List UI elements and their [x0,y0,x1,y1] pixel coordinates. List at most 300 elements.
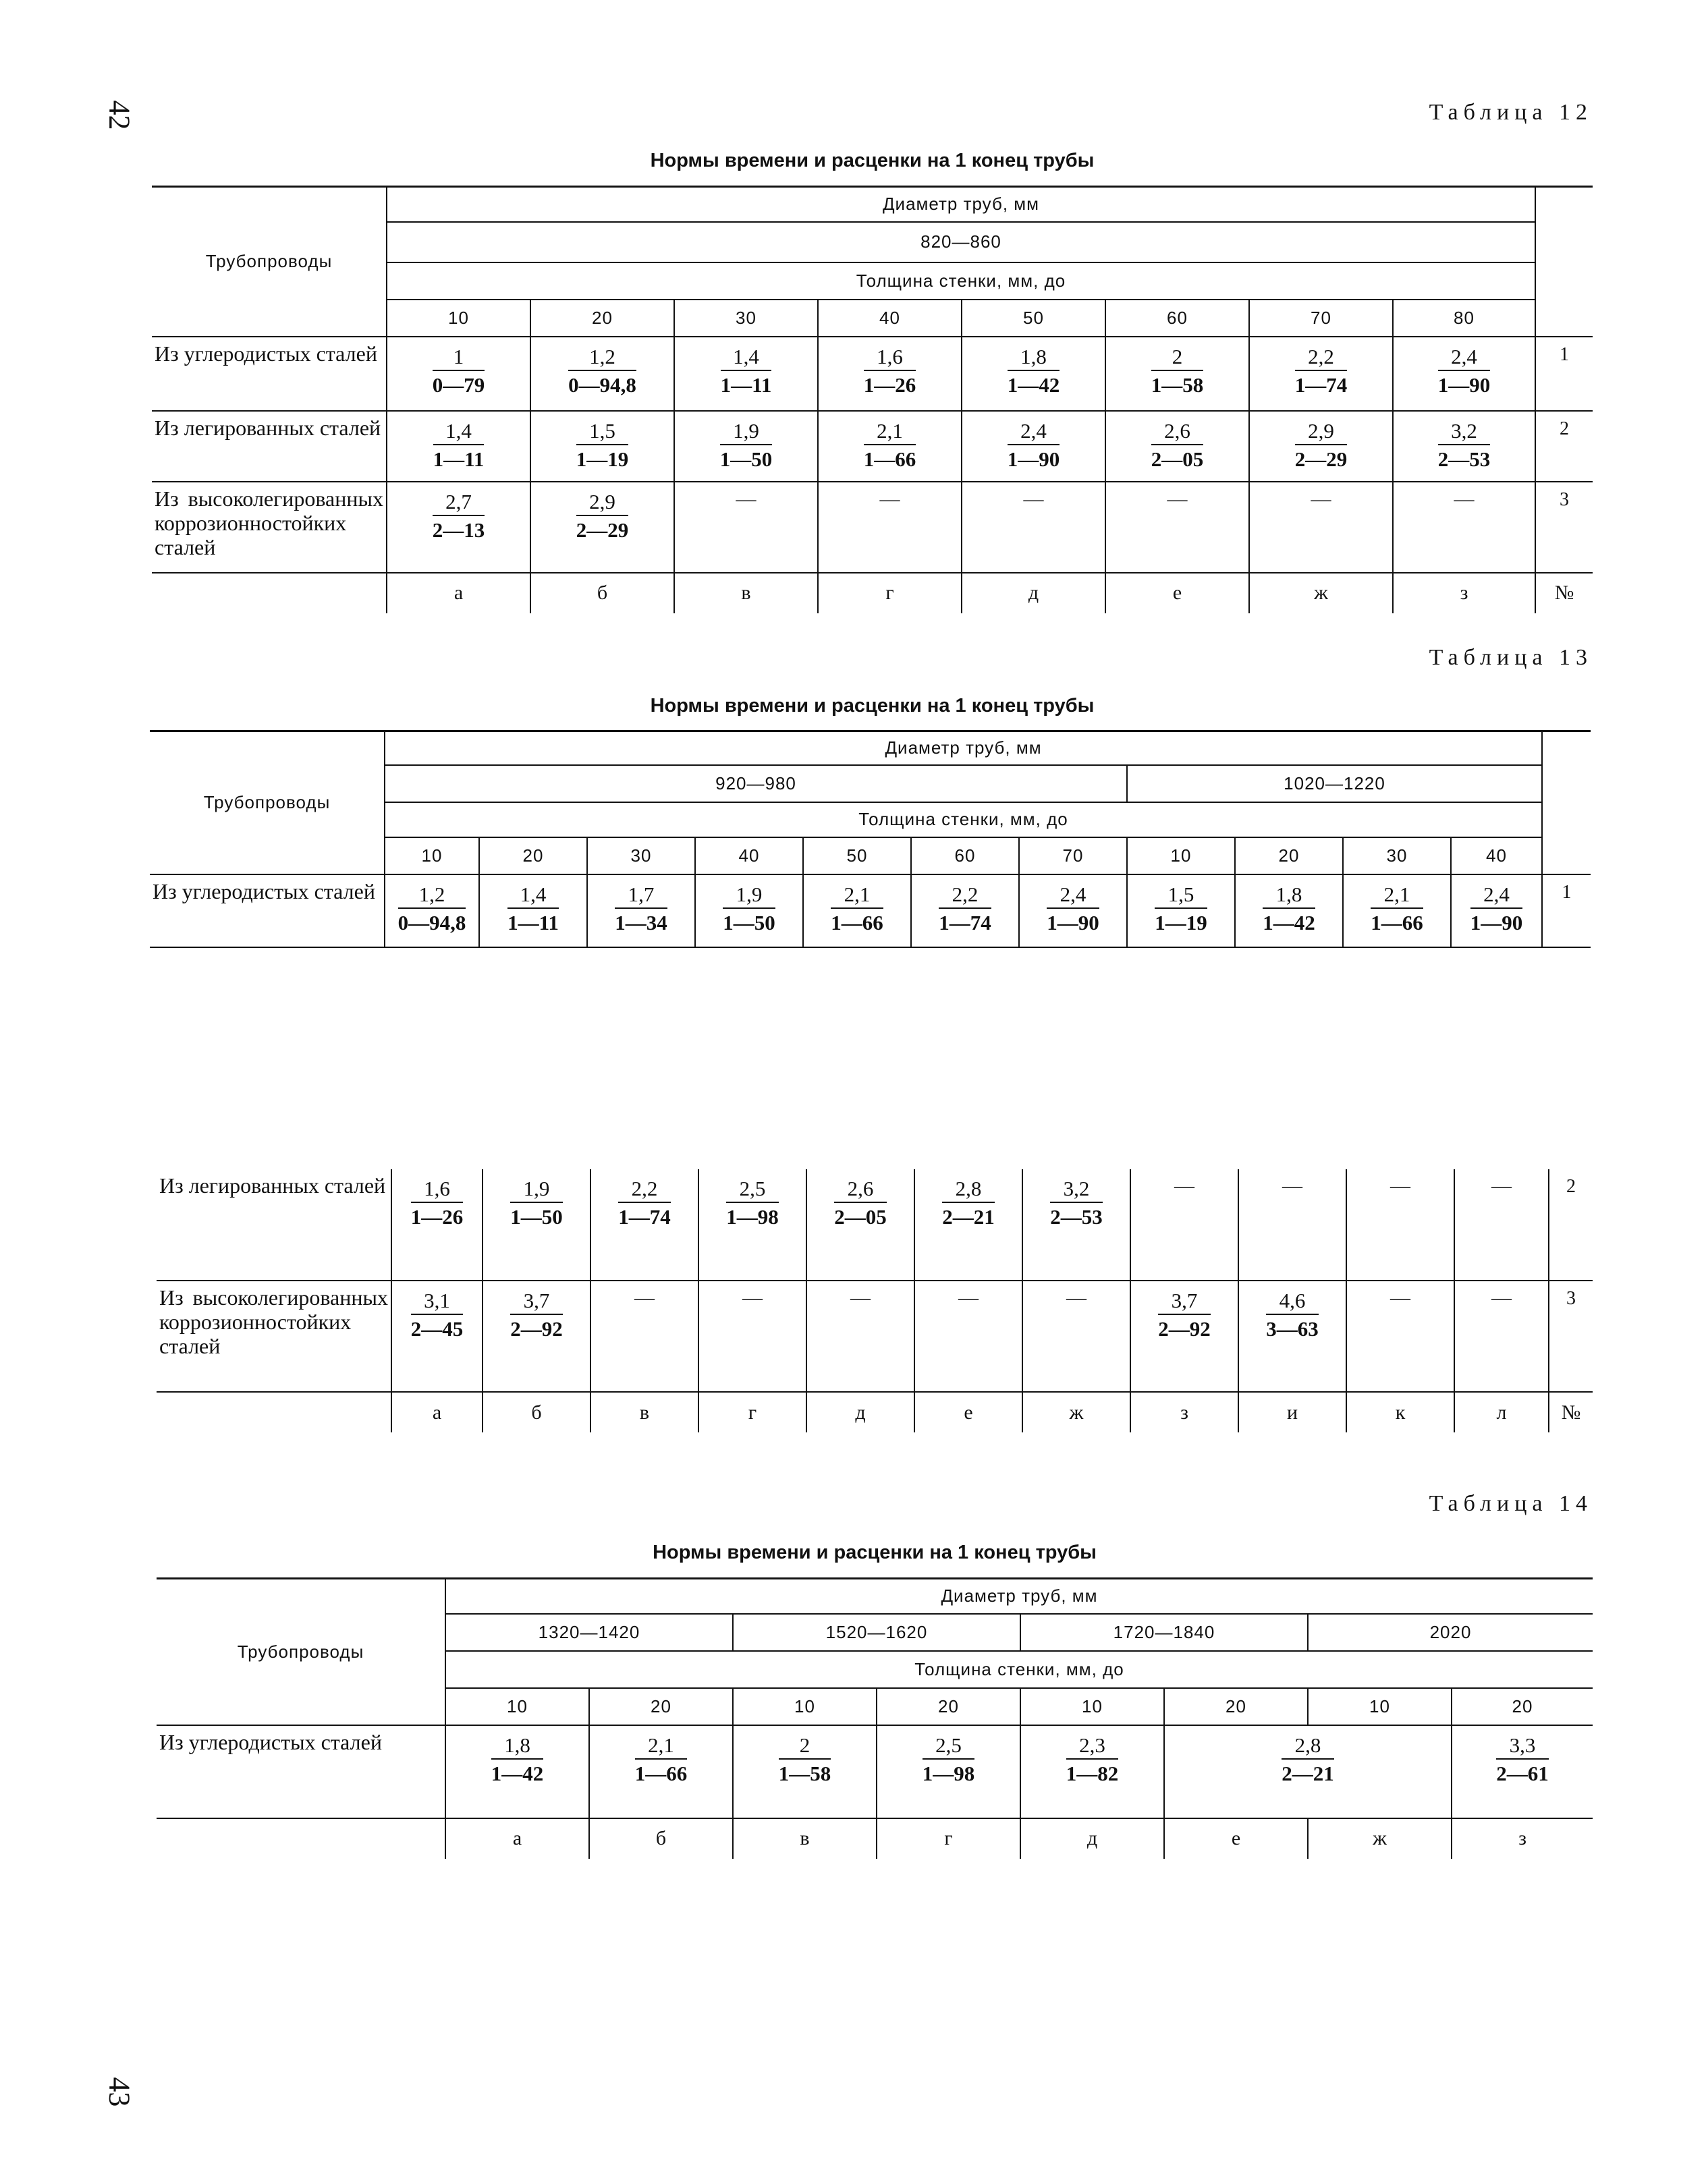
table12-cell-r3-з: — [1393,482,1535,573]
table13-cell-r2-д [806,1169,914,1281]
table12-cell-r1-б-fraction [568,344,636,398]
table14-col-letter-6: е [1164,1818,1308,1859]
table14-cell-е [1164,1725,1452,1818]
table13-cell-r1-г [695,874,803,947]
table14-thickness-5: 10 [1020,1688,1164,1725]
table14-diam-range-1: 1320—1420 [445,1614,733,1651]
table12-thickness-8: 80 [1393,300,1535,337]
table14-cell-з-fraction [1496,1733,1549,1787]
table12-cell-r1-д-norm: 1,8 [1008,344,1060,371]
table13-cell-r1-д [803,874,911,947]
table12-cell-r3-б-norm: 2,9 [576,489,629,516]
table14-thick-head: Толщина стенки, мм, до [445,1651,1593,1688]
table13-cell-r3-в: — [590,1281,698,1392]
table13-cell-r2-е-norm: 2,8 [942,1176,995,1203]
table13-cell-r1-ж-norm: 2,4 [1047,882,1099,909]
table13-label: Таблица 13 [1429,645,1593,670]
table12-cell-r1-е-norm: 2 [1151,344,1204,371]
table14-thickness-1: 10 [445,1688,589,1725]
table12-cell-r1-г-rate: 1—26 [863,372,916,397]
table13-cell-r3-л: — [1454,1281,1549,1392]
table12-cell-r3-а-rate: 2—13 [432,517,485,542]
table14-cell-г [877,1725,1020,1818]
table14-cell-б-norm: 2,1 [635,1733,688,1760]
table12-cell-r2-б [530,411,674,482]
table14-title: Нормы времени и расценки на 1 конец трубы [653,1542,1097,1563]
table12-thickness-4: 40 [818,300,962,337]
table13-cell-r1-а [385,874,479,947]
table13-row-label-3: Из высоколегированных коррозионностойких сталей [159,1285,388,1358]
table13-cell-r2-г [698,1169,806,1281]
table12-cell-r1-а-fraction [433,344,485,398]
table13-cell-r1-а-fraction [398,882,466,936]
table14-cell-а-rate: 1—42 [491,1761,544,1785]
table12-cell-r2-з [1393,411,1535,482]
table13-cell-r1-з-rate: 1—19 [1155,910,1207,934]
table13-cell-r1-к-norm: 2,1 [1371,882,1423,909]
table14-cell-д-norm: 2,3 [1066,1733,1119,1760]
table14-cell-в [733,1725,877,1818]
table12-cell-r2-д-fraction [1008,418,1060,472]
table14-col-letter-4: г [877,1818,1020,1859]
table13-col-letter-2: б [483,1392,590,1432]
table14-cell-б-rate: 1—66 [634,1761,688,1785]
table14-cell-г-fraction [923,1733,975,1787]
table12-col-head: Трубопроводы [152,187,387,337]
table13-cell-r1-г-rate: 1—50 [723,910,775,934]
table14-letters-blank [157,1818,445,1859]
table12-cell-r1-г [818,337,962,411]
table14-cell-г-norm: 2,5 [923,1733,975,1760]
table12-cell-r2-ж-fraction [1295,418,1348,472]
table13-col-letter-3: в [590,1392,698,1432]
table12-cell-r2-ж-rate: 2—29 [1294,447,1348,471]
table13-cell-r3-б [483,1281,590,1392]
table14-cell-з-norm: 3,3 [1496,1733,1549,1760]
table13-cell-r2-а-norm: 1,6 [411,1176,464,1203]
table12-cell-r3-а [387,482,530,573]
table13-cell-r1-а-norm: 1,2 [398,882,466,909]
table13-thickness-8: 10 [1127,837,1235,874]
table12-col-letter-5: д [962,573,1105,613]
table12-cell-r2-а-norm: 1,4 [433,418,485,445]
table14-cell-е-fraction [1282,1733,1334,1787]
table13-cell-r1-г-norm: 1,9 [723,882,775,909]
table12-cell-r1-д-rate: 1—42 [1007,372,1060,397]
table12-cell-r2-г-rate: 1—66 [863,447,916,471]
table13-col-letter-10: к [1346,1392,1454,1432]
table12-cell-r1-з-rate: 1—90 [1437,372,1491,397]
table13-cell-r2-б-fraction [510,1176,563,1230]
table13-thick-head: Толщина стенки, мм, до [385,802,1542,837]
table12-cell-r1-д-fraction [1008,344,1060,398]
table13-diam-range-2: 1020—1220 [1127,765,1542,802]
table13-cell-r2-в [590,1169,698,1281]
table13-cell-r1-л [1451,874,1542,947]
table13-cell-r3-ж: — [1022,1281,1130,1392]
table12-cell-r2-ж-norm: 2,9 [1295,418,1348,445]
table13-row-number-2: 2 [1566,1176,1576,1197]
table12-cell-r2-в-rate: 1—50 [719,447,773,471]
table12-row-number-1: 1 [1560,343,1569,365]
table12-cell-r1-в-rate: 1—11 [720,372,772,397]
table13-cell-r2-а-fraction [411,1176,464,1230]
table12-no-sign: № [1535,573,1593,613]
table12-cell-r3-б-fraction [576,489,629,543]
table14-col-letter-5: д [1020,1818,1164,1859]
table13-thickness-11: 40 [1451,837,1542,874]
table14-thickness-8: 20 [1452,1688,1593,1725]
table12-cell-r3-б-rate: 2—29 [576,517,629,542]
table12-cell-r1-б-rate: 0—94,8 [568,372,636,397]
table13-cell-r1-и-rate: 1—42 [1263,910,1315,934]
table13-thickness-2: 20 [479,837,587,874]
table13-cell-r2-д-norm: 2,6 [834,1176,887,1203]
page-number-top: 42 [103,100,136,130]
table13-col-letter-7: ж [1022,1392,1130,1432]
table14-col-letter-3: в [733,1818,877,1859]
table12-cell-r2-з-norm: 3,2 [1438,418,1491,445]
table12-cell-r3-е: — [1105,482,1249,573]
table13-col-letter-6: е [914,1392,1022,1432]
table12-cell-r1-ж [1249,337,1393,411]
table13-cell-r3-а [391,1281,483,1392]
table13-cell-r1-ж [1019,874,1127,947]
table13-thickness-7: 70 [1019,837,1127,874]
table14-cell-д [1020,1725,1164,1818]
table14-row-label-1: Из углеродистых сталей [159,1729,382,1754]
table14-cell-е-rate: 2—21 [1282,1761,1334,1785]
table14-col-letter-1: а [445,1818,589,1859]
table12-cell-r2-г-norm: 2,1 [864,418,916,445]
table13-cell-r3-и [1238,1281,1346,1392]
table13-cell-r2-ж-norm: 3,2 [1050,1176,1103,1203]
table13-cell-r2-е-fraction [942,1176,995,1230]
table12-title: Нормы времени и расценки на 1 конец трубы [650,150,1095,171]
table12-cell-r1-е-fraction [1151,344,1204,398]
table12-cell-r3-г: — [818,482,962,573]
table13-cell-r3-и-norm: 4,6 [1266,1288,1319,1315]
table13-cell-r3-а-norm: 3,1 [411,1288,464,1315]
table13-thickness-5: 50 [803,837,911,874]
table13-cell-r1-в-fraction [615,882,667,936]
table12-cell-r1-е [1105,337,1249,411]
table13-cell-r2-б-rate: 1—50 [510,1205,563,1229]
table13-cell-r1-к-rate: 1—66 [1371,910,1423,934]
table13-cell-r1-б-fraction [507,882,559,936]
table12-cell-r3-а-fraction [433,489,485,543]
table13-cell-r1-и-fraction [1263,882,1315,936]
table12-cell-r1-з-fraction [1438,344,1491,398]
table12-cell-r1-ж-norm: 2,2 [1295,344,1348,371]
table14-cell-б-fraction [635,1733,688,1787]
table13-cell-r1-е-fraction [939,882,991,936]
table13-cell-r1-ж-rate: 1—90 [1047,910,1099,934]
table13-row-label-1: Из углеродистых сталей [153,878,375,903]
table12-cell-r1-б-norm: 1,2 [568,344,636,371]
table13-cell-r1-к [1343,874,1451,947]
table13-cell-r2-д-fraction [834,1176,887,1230]
table13-cell-r2-к: — [1346,1169,1454,1281]
table13-part1 [150,730,1591,948]
table12-cell-r2-з-rate: 2—53 [1437,447,1491,471]
table13-cell-r2-в-fraction [618,1176,671,1230]
table13-cell-r2-е [914,1169,1022,1281]
table12-row-number-3: 3 [1560,488,1569,510]
table13-cell-r3-д: — [806,1281,914,1392]
table12-col-letter-6: е [1105,573,1249,613]
table14-cell-д-fraction [1066,1733,1119,1787]
table13-cell-r2-ж [1022,1169,1130,1281]
table13-col-head: Трубопроводы [203,792,331,813]
table13-cell-r3-и-fraction [1266,1288,1319,1342]
table12-cell-r3-б [530,482,674,573]
table12-cell-r2-в [674,411,818,482]
table12-row-number-2: 2 [1560,418,1569,439]
table13-cell-r2-ж-fraction [1050,1176,1103,1230]
table14-diam-range-4: 2020 [1308,1614,1593,1651]
table13-cell-r3-е: — [914,1281,1022,1392]
table13-thickness-3: 30 [587,837,695,874]
table13-letters-blank [157,1392,391,1432]
table14-col-letter-7: ж [1308,1818,1452,1859]
table13-cell-r1-е-norm: 2,2 [939,882,991,909]
table12-col-letter-4: г [818,573,962,613]
table13-cell-r3-з-fraction [1158,1288,1211,1342]
table12-thickness-2: 20 [530,300,674,337]
table12-cell-r2-в-fraction [720,418,773,472]
table13-row-number-1: 1 [1562,881,1572,903]
table13-cell-r2-б-norm: 1,9 [510,1176,563,1203]
table14-cell-д-rate: 1—82 [1066,1761,1119,1785]
table12-cell-r3-а-norm: 2,7 [433,489,485,516]
table12-cell-r2-а [387,411,530,482]
table12-cell-r2-д [962,411,1105,482]
table14-thickness-4: 20 [877,1688,1020,1725]
table13-cell-r2-з: — [1130,1169,1238,1281]
table13-cell-r3-г: — [698,1281,806,1392]
table13-part2 [157,1169,1593,1432]
table13-cell-r1-з-fraction [1155,882,1207,936]
table13-cell-r1-л-fraction [1470,882,1523,936]
table12-cell-r2-е-norm: 2,6 [1151,418,1204,445]
table13-cell-r2-е-rate: 2—21 [942,1205,995,1229]
table12-cell-r1-е-rate: 1—58 [1151,372,1204,397]
table14-col-letter-2: б [589,1818,733,1859]
table12-diam-range: 820—860 [387,222,1535,262]
table12-cell-r2-а-fraction [433,418,485,472]
table12-thickness-3: 30 [674,300,818,337]
table13-cell-r1-з-norm: 1,5 [1155,882,1207,909]
table13-thickness-9: 20 [1235,837,1343,874]
table12-cell-r1-д [962,337,1105,411]
table12-thickness-7: 70 [1249,300,1393,337]
table14-cell-в-fraction [779,1733,831,1787]
table12-cell-r2-в-norm: 1,9 [720,418,773,445]
table12-col-letter-2: б [530,573,674,613]
table12-cell-r2-б-norm: 1,5 [576,418,629,445]
table13-cell-r2-и: — [1238,1169,1346,1281]
table14-cell-з [1452,1725,1593,1818]
table13-col-letter-9: и [1238,1392,1346,1432]
table14-diam-head: Диаметр труб, мм [445,1579,1593,1614]
table12-cell-r1-г-norm: 1,6 [864,344,916,371]
table14-cell-е-norm: 2,8 [1282,1733,1334,1760]
table13-col-letter-4: г [698,1392,806,1432]
table13-col-letter-1: а [391,1392,483,1432]
table13-cell-r2-ж-rate: 2—53 [1050,1205,1103,1229]
table14-cell-з-rate: 2—61 [1496,1761,1549,1785]
table12-cell-r3-д: — [962,482,1105,573]
table13-cell-r1-е-rate: 1—74 [939,910,991,934]
table14-thickness-6: 20 [1164,1688,1308,1725]
table12-cell-r1-ж-fraction [1295,344,1348,398]
table12-col-letter-1: а [387,573,530,613]
table13-cell-r1-и-norm: 1,8 [1263,882,1315,909]
table12-col-letter-7: ж [1249,573,1393,613]
table13-cell-r1-г-fraction [723,882,775,936]
table14-diam-range-2: 1520—1620 [733,1614,1020,1651]
table12-cell-r3-ж: — [1249,482,1393,573]
table12-cell-r2-г [818,411,962,482]
table13-diam-head: Диаметр труб, мм [385,731,1542,765]
table14-thickness-3: 10 [733,1688,877,1725]
table13-cell-r3-а-rate: 2—45 [410,1317,464,1341]
table14-col-letter-8: з [1452,1818,1593,1859]
table13-cell-r2-а [391,1169,483,1281]
table12-cell-r1-а-rate: 0—79 [432,372,485,397]
table13-no-sign: № [1549,1392,1593,1432]
table14-cell-г-rate: 1—98 [922,1761,975,1785]
table13-col-letter-11: л [1454,1392,1549,1432]
table14-cell-в-rate: 1—58 [778,1761,831,1785]
table13-cell-r1-б-norm: 1,4 [507,882,559,909]
table13-cell-r1-з [1127,874,1235,947]
table12-cell-r1-в-fraction [721,344,772,398]
table12-cell-r2-з-fraction [1438,418,1491,472]
table12-letters-blank [152,573,387,613]
table13-cell-r1-а-rate: 0—94,8 [397,910,466,934]
table13-cell-r2-а-rate: 1—26 [410,1205,464,1229]
table12-cell-r1-а-norm: 1 [433,344,485,371]
table13-cell-r1-е [911,874,1019,947]
table13-cell-r3-а-fraction [411,1288,464,1342]
table13-cell-r1-л-norm: 2,4 [1470,882,1523,909]
table12-cell-r2-г-fraction [864,418,916,472]
table12-cell-r1-в-norm: 1,4 [721,344,772,371]
table13-cell-r2-в-rate: 1—74 [618,1205,671,1229]
table13-cell-r2-д-rate: 2—05 [834,1205,887,1229]
table12-cell-r2-д-rate: 1—90 [1007,447,1060,471]
table12-cell-r1-в [674,337,818,411]
table12-cell-r2-е [1105,411,1249,482]
table12-col-letter-8: з [1393,573,1535,613]
table14-cell-б [589,1725,733,1818]
table14 [157,1577,1593,1859]
table12-cell-r2-е-rate: 2—05 [1151,447,1204,471]
table12 [152,186,1593,613]
table13-cell-r2-б [483,1169,590,1281]
table14-diam-range-3: 1720—1840 [1020,1614,1308,1651]
table13-diam-range-1: 920—980 [385,765,1127,802]
table13-row-number-3: 3 [1566,1288,1576,1309]
table12-cell-r1-б [530,337,674,411]
table13-cell-r3-б-rate: 2—92 [510,1317,563,1341]
table12-cell-r2-д-norm: 2,4 [1008,418,1060,445]
table12-cell-r1-з [1393,337,1535,411]
table12-cell-r1-а [387,337,530,411]
table13-thickness-10: 30 [1343,837,1451,874]
table13-cell-r1-л-rate: 1—90 [1470,910,1523,934]
table13-cell-r3-з-norm: 3,7 [1158,1288,1211,1315]
table14-label: Таблица 14 [1429,1491,1593,1516]
table12-row-label-2: Из легированных сталей [155,415,381,440]
table13-cell-r1-д-fraction [831,882,883,936]
table13-col-letter-8: з [1130,1392,1238,1432]
table12-cell-r1-г-fraction [864,344,916,398]
table12-cell-r2-б-rate: 1—19 [576,447,629,471]
table13-cell-r2-г-fraction [726,1176,779,1230]
table13-thickness-1: 10 [385,837,479,874]
table12-cell-r1-ж-rate: 1—74 [1294,372,1348,397]
table13-cell-r1-и [1235,874,1343,947]
table13-cell-r2-л: — [1454,1169,1549,1281]
table13-row-label-2: Из легированных сталей [159,1173,386,1198]
table14-thickness-7: 10 [1308,1688,1452,1725]
table13-cell-r1-в-norm: 1,7 [615,882,667,909]
page-number-bottom: 43 [103,2077,136,2107]
table13-col-letter-5: д [806,1392,914,1432]
table12-row-label-3: Из высоколегированных коррозионностойких сталей [155,486,383,559]
table13-cell-r1-д-norm: 2,1 [831,882,883,909]
table13-cell-r3-к: — [1346,1281,1454,1392]
table13-cell-r1-в-rate: 1—34 [615,910,667,934]
table13-cell-r2-г-rate: 1—98 [726,1205,779,1229]
table13-cell-r3-б-fraction [510,1288,563,1342]
table13-cell-r3-з [1130,1281,1238,1392]
table13-thickness-6: 60 [911,837,1019,874]
table12-col-letter-3: в [674,573,818,613]
table13-cell-r1-ж-fraction [1047,882,1099,936]
table13-cell-r1-б-rate: 1—11 [507,910,559,934]
table13-cell-r1-в [587,874,695,947]
table12-thickness-1: 10 [387,300,530,337]
table13-title: Нормы времени и расценки на 1 конец трубы [650,695,1095,717]
table14-thickness-2: 20 [589,1688,733,1725]
table12-cell-r2-е-fraction [1151,418,1204,472]
table12-row-label-1: Из углеродистых сталей [155,341,377,366]
table12-cell-r2-а-rate: 1—11 [433,447,485,471]
table13-cell-r2-г-norm: 2,5 [726,1176,779,1203]
table12-thickness-6: 60 [1105,300,1249,337]
table12-diam-head: Диаметр труб, мм [387,187,1535,222]
table12-cell-r3-в: — [674,482,818,573]
table13-cell-r1-д-rate: 1—66 [831,910,883,934]
table12-cell-r2-б-fraction [576,418,629,472]
table14-col-head: Трубопроводы [237,1641,364,1662]
table14-cell-а [445,1725,589,1818]
table13-cell-r2-в-norm: 2,2 [618,1176,671,1203]
table13-cell-r1-к-fraction [1371,882,1423,936]
table12-cell-r2-ж [1249,411,1393,482]
table14-cell-а-norm: 1,8 [491,1733,544,1760]
table13-cell-r1-б [479,874,587,947]
table12-thick-head: Толщина стенки, мм, до [387,262,1535,300]
table13-cell-r3-и-rate: 3—63 [1266,1317,1319,1341]
table14-cell-а-fraction [491,1733,544,1787]
table12-thickness-5: 50 [962,300,1105,337]
table13-thickness-4: 40 [695,837,803,874]
